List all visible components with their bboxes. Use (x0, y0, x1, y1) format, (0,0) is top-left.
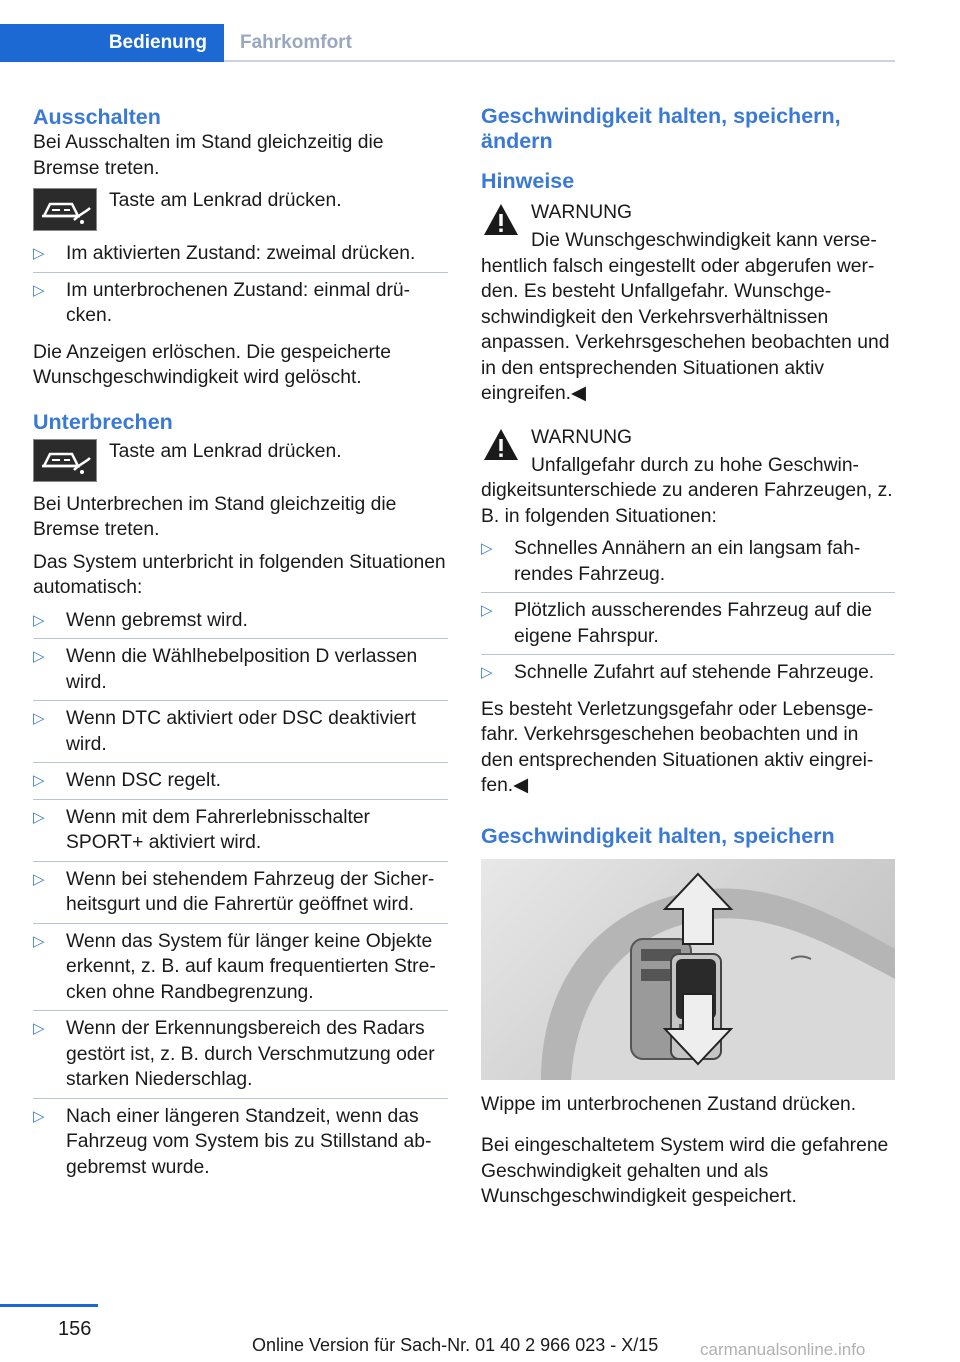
triangle-bullet-icon: ▷ (33, 870, 45, 888)
left-column (33, 104, 448, 1191)
warning-2-text: Unfallgefahr durch zu hohe Geschwindigkeitsunterschiede zu anderen Fahrzeugen, z. B. in folgenden Situationen: (481, 454, 893, 527)
triangle-bullet-icon: ▷ (481, 664, 493, 681)
paragraph-eingeschaltet: Bei eingeschaltetem System wird die gefahrene Geschwindigkeit gehalten und als Wunschgeschwindigkeit gespeichert. (481, 1135, 889, 1207)
list-item: ▷ Wenn der Erkennungsbereich des Radars gestört ist, z. B. durch Verschmutzung oder starken Niederschlag. (33, 1016, 448, 1099)
heading-ausschalten: Ausschalten (33, 105, 161, 129)
list-item: ▷ Im aktivierten Zustand: zweimal drücken. (33, 241, 448, 273)
triangle-bullet-icon: ▷ (481, 602, 493, 619)
paragraph-ausschalten: Bei Ausschalten im Stand gleichzeitig die Bremse treten. (33, 132, 384, 179)
paragraph-wippe: Wippe im unterbrochenen Zustand drücken. (481, 1093, 857, 1115)
triangle-bullet-icon: ▷ (481, 540, 493, 557)
triangle-bullet-icon: ▷ (33, 281, 45, 299)
list-unterbrechen (33, 608, 448, 1186)
paragraph-verletzung: Es besteht Verletzungsgefahr oder Lebensgefahr. Verkehrsgeschehen beobachten und in den entsprechenden Situationen aktiv eingreifen.◀ (481, 698, 874, 796)
warning-triangle-icon (481, 425, 521, 465)
list-item: ▷ Wenn das System für länger keine Objekte erkennt, z. B. auf kaum frequentierten Strecken ohne Randbegrenzung. (33, 929, 448, 1012)
paragraph-unterbrechen-stand: Bei Unterbrechen im Stand gleichzeitig die Bremse treten. (33, 493, 397, 540)
footer-accent-line (0, 1304, 98, 1307)
triangle-bullet-icon: ▷ (33, 772, 45, 789)
icon-row-2 (33, 439, 448, 482)
heading-unterbrechen: Unterbrechen (33, 409, 173, 434)
paragraph-system-unterbricht: Das System unterbricht in folgenden Situationen automatisch: (33, 551, 446, 598)
online-version-note: Online Version für Sach-Nr. 01 40 2 966 023 - X/15 (252, 1335, 659, 1355)
heading-geschwindigkeit-halten-speichern-aendern: Geschwindigkeit halten, speichern, ändern (481, 104, 841, 153)
list-item: ▷ Schnelles Annähern an ein langsam fahrendes Fahrzeug. (481, 536, 895, 593)
triangle-bullet-icon: ▷ (33, 808, 45, 826)
list-item: ▷ Wenn DSC regelt. (33, 768, 448, 800)
cruise-control-button-icon (33, 188, 97, 231)
icon-row-1 (33, 188, 448, 231)
list-item: ▷ Schnelle Zufahrt auf stehende Fahrzeuge. (481, 660, 895, 691)
list-item: ▷ Plötzlich ausscherendes Fahrzeug auf die eigene Fahrspur. (481, 598, 895, 655)
list-item: ▷ Wenn die Wählhebelposition D verlassen wird. (33, 644, 448, 701)
watermark: carmanualsonline.info (700, 1340, 866, 1359)
warning-triangle-icon (481, 200, 521, 240)
list-item: ▷ Wenn gebremst wird. (33, 608, 448, 640)
triangle-bullet-icon: ▷ (33, 611, 45, 629)
page-number: 156 (58, 1318, 92, 1340)
heading-hinweise: Hinweise (481, 169, 575, 193)
list-item: ▷ Wenn bei stehendem Fahrzeug der Sicherheitsgurt und die Fahrertür geöffnet wird. (33, 867, 448, 924)
triangle-bullet-icon: ▷ (33, 710, 45, 727)
list-item: ▷ Wenn mit dem Fahrerlebnisschalter SPORT+ aktiviert wird. (33, 805, 448, 862)
heading-geschwindigkeit-halten-speichern: Geschwindigkeit halten, speichern (481, 823, 835, 848)
list-item: ▷ Wenn DTC aktiviert oder DSC deaktiviert wird. (33, 706, 448, 763)
icon-text-1: Taste am Lenkrad drücken. (109, 190, 342, 211)
warning-1-label: WARNUNG (531, 202, 633, 223)
tab-underline (224, 60, 895, 62)
icon-text-2: Taste am Lenkrad drücken. (109, 440, 342, 462)
tab-bedienung[interactable]: Bedienung (0, 24, 224, 62)
paragraph-anzeigen: Die Anzeigen erlöschen. Die gespeicherte Wunschgeschwindigkeit wird gelöscht. (33, 341, 391, 388)
list-item: ▷ Im unterbrochenen Zustand: einmal drücken. (33, 279, 411, 326)
warning-1-text: Die Wunschgeschwindigkeit kann versehentlich falsch eingestellt oder abgerufen werden. Es besteht Unfallgefahr. Wunschgeschwindigkeit den Verkehrsverhältnissen anpassen. Verkehrsgeschehen beobachten und in den entsprechenden Situationen aktiv eingreifen.◀ (481, 230, 890, 404)
header-tabbar (0, 24, 895, 62)
list-item: ▷ Nach einer längeren Standzeit, wenn das Fahrzeug vom System bis zu Stillstand abgebremst wurde. (33, 1105, 432, 1178)
list-situationen (481, 536, 895, 691)
triangle-bullet-icon: ▷ (33, 1020, 45, 1037)
cruise-control-button-icon (33, 439, 97, 482)
warning-2-label: WARNUNG (531, 426, 633, 448)
list-ausschalten (33, 241, 448, 334)
triangle-bullet-icon: ▷ (33, 648, 45, 665)
tab-fahrkomfort[interactable]: Fahrkomfort (240, 32, 352, 53)
triangle-bullet-icon: ▷ (33, 1107, 45, 1125)
triangle-bullet-icon: ▷ (33, 932, 45, 950)
right-column (481, 104, 895, 1217)
steering-wheel-rocker-photo (481, 859, 895, 1080)
triangle-bullet-icon: ▷ (33, 245, 45, 262)
